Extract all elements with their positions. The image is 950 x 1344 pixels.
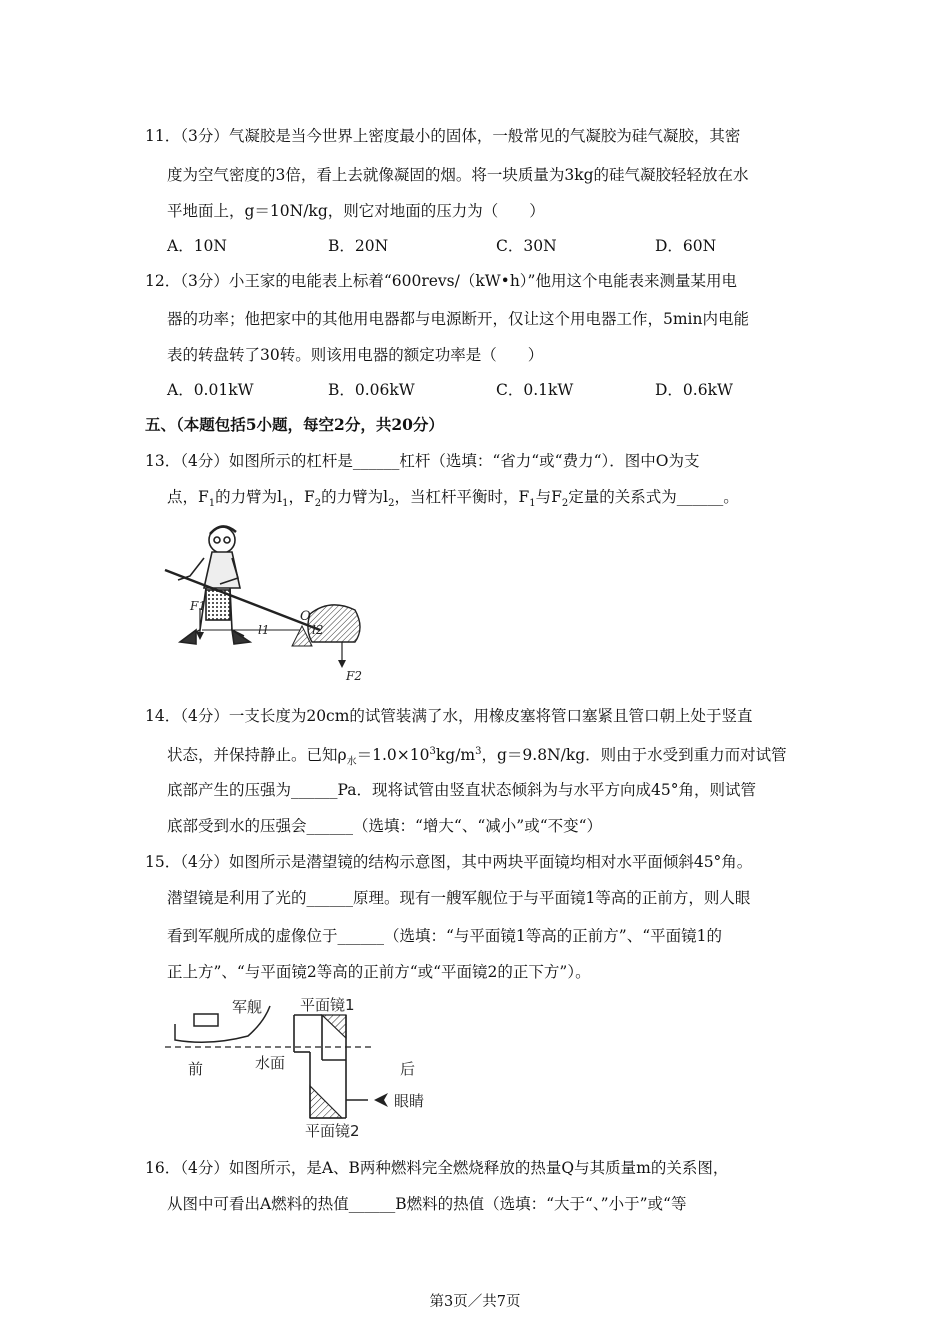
q15-line2: 潜望镜是利用了光的______原理。现有一艘军舰位于与平面镜1等高的正前方，则人眼 xyxy=(167,889,751,907)
label-water: 水面 xyxy=(255,1054,286,1072)
label-l2: l2 xyxy=(312,623,324,637)
label-l1: l1 xyxy=(258,623,270,637)
q11-line3: 平地面上，g＝10N/kg，则它对地面的压力为（ ） xyxy=(167,202,545,220)
q11-option-c: C．30N xyxy=(496,237,557,255)
q15-line3: 看到军舰所成的虚像位于______（选填：“与平面镜1等高的正前方”、“平面镜1的 xyxy=(167,927,722,945)
q11-option-a: A．10N xyxy=(167,237,227,255)
q12-line3: 表的转盘转了30转。则该用电器的额定功率是（ ） xyxy=(167,346,544,364)
mirror-2 xyxy=(310,1086,342,1118)
label-front: 前 xyxy=(188,1060,204,1078)
q11-line2: 度为空气密度的3倍，看上去就像凝固的烟。将一块质量为3kg的硅气凝胶轻轻放在水 xyxy=(167,166,749,184)
q14-line2: 状态，并保持静止。已知$\rho_水=1.0\times 10^3kg/m^3$，g＝9.8N/kg．则由于水受到重力而对试管 xyxy=(167,746,787,768)
q12-option-d: D．0.6kW xyxy=(655,381,733,399)
label-eye: 眼睛 xyxy=(394,1092,425,1110)
section-heading: 五、（本题包括5小题，每空2分，共20分） xyxy=(145,415,444,434)
label-f2: F2 xyxy=(346,669,362,683)
mirror-1 xyxy=(322,1015,346,1038)
person-illustration xyxy=(178,526,250,644)
periscope-figure xyxy=(160,990,460,1140)
eye-icon xyxy=(374,1093,388,1107)
q12-option-a: A．0.01kW xyxy=(167,381,254,399)
label-o: O xyxy=(300,609,311,624)
lever-bar xyxy=(165,570,320,630)
q14-line3: 底部产生的压强为______Pa．现将试管由竖直状态倾斜为与水平方向成45°角，则试管 xyxy=(167,781,756,799)
q11-option-d: D．60N xyxy=(655,237,717,255)
q14-line4: 底部受到水的压强会______（选填：“增大“、“减小”或“不变“） xyxy=(167,817,603,835)
q11-line1: 11．（3分）气凝胶是当今世界上密度最小的固体，一般常见的气凝胶为硅气凝胶，其密 xyxy=(145,127,741,145)
label-back: 后 xyxy=(400,1060,416,1078)
q14-line1: 14．（4分）一支长度为20cm的试管装满了水，用橡皮塞将管口塞紧且管口朝上处于竖直 xyxy=(145,707,753,725)
label-f1: F1 xyxy=(190,599,206,613)
label-ship: 军舰 xyxy=(232,998,263,1016)
q11-option-b: B．20N xyxy=(328,237,389,255)
q13-line2: 点，$F_1$的力臂为$l_1$，$F_2$的力臂为$l_2$，当杠杆平衡时，$F_1$与$F_2$定量的关系式为______。 xyxy=(167,488,739,510)
label-mirror-1: 平面镜1 xyxy=(300,996,355,1014)
q12-option-b: B．0.06kW xyxy=(328,381,415,399)
page-footer: 第3页／共7页 xyxy=(429,1294,521,1310)
q12-line2: 器的功率；他把家中的其他用电器都与电源断开，仅让这个用电器工作，5min内电能 xyxy=(167,310,750,328)
q13-line1: 13．（4分）如图所示的杠杆是______杠杆（选填：“省力“或“费力“）．图中O为支 xyxy=(145,452,700,470)
periscope-tube xyxy=(294,1015,368,1118)
q15-line1: 15．（4分）如图所示是潜望镜的结构示意图，其中两块平面镜均相对水平面倾斜45°角。 xyxy=(145,853,753,871)
label-mirror-2: 平面镜2 xyxy=(305,1122,360,1140)
q12-line1: 12．（3分）小王家的电能表上标着“600revs/（kW•h）”他用这个电能表来测量某用电 xyxy=(145,272,737,290)
lever-figure xyxy=(160,518,380,686)
q16-line1: 16．（4分）如图所示，是A、B两种燃料完全燃烧释放的热量Q与其质量m的关系图， xyxy=(145,1159,729,1177)
q12-option-c: C．0.1kW xyxy=(496,381,574,399)
q15-line4: 正上方”、“与平面镜2等高的正前方“或“平面镜2的正下方”）。 xyxy=(167,963,591,981)
q16-line2: 从图中可看出A燃料的热值______B燃料的热值（选填：“大于“、”小于”或“等 xyxy=(167,1195,687,1213)
